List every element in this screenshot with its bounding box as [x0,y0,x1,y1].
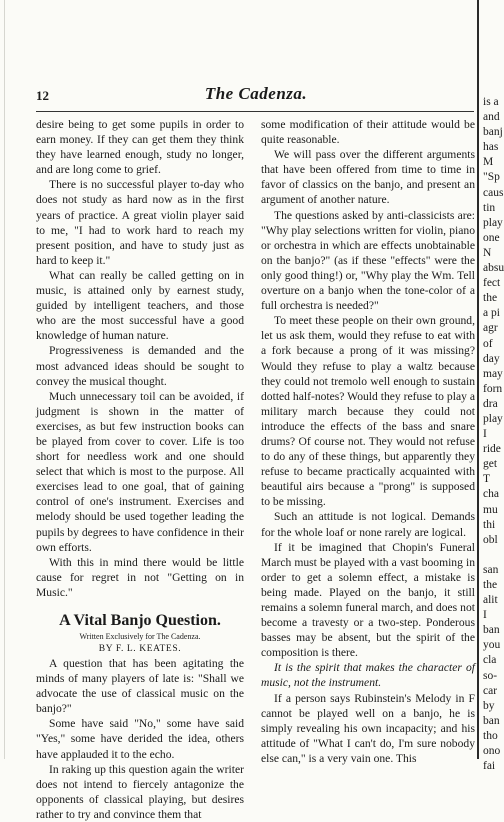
adjacent-page-fragment: ride [483,443,501,456]
adjacent-page-fragment: N [483,246,492,259]
paragraph: Much unnecessary toil can be avoided, if judgment is shown in the matter of exercises, as but few instruction books can be played from cover to cover. Life is too short for needless work and one should select that which is most to the purpose. All exercises lead to one goal, that of gaining control of one's instrument. Exercises and melody should be used together leading the pupils by degrees to have confidence in their own efforts. [36,389,244,554]
adjacent-page-fragment: and [483,111,500,124]
paragraph: The questions asked by anti-classicists are: "Why play selections written for violin, piano or orchestra in which are effects unobtainable on the banjo?" (as if these "effects" were the only good thing!) or, "Why play the Wm. Tell overture on a banjo when the tone-color of a full orchestra is needed?" [261,208,475,313]
adjacent-page-fragment: M [483,156,494,169]
adjacent-page-fragment: cha [483,488,499,501]
adjacent-page-fragment: the [483,579,498,591]
adjacent-page-fragment: obl [483,533,498,546]
paragraph: A question that has been agitating the minds of many players of late is: "Shall we advocate the use of classical music on the banjo?" [36,657,244,716]
article-credit-line: Written Exclusively for The Cadenza. [79,632,201,641]
adjacent-page-fragment: T [483,473,491,486]
paragraph: We will pass over the different arguments that have been offered from time to time in favor of classics on the banjo, and present an argument of another nature. [261,148,475,207]
adjacent-page-fragment: thi [483,518,496,531]
adjacent-page-fragment: fai [483,760,496,773]
adjacent-page-fragment: ono [483,745,501,758]
adjacent-page-fragment: a pi [483,307,500,320]
paragraph: Progressiveness is demanded and the most advanced ideas should be sought to convey the musical thought. [36,344,244,388]
adjacent-page-fragment: agr [483,322,498,335]
adjacent-page-strip [483,95,504,773]
adjacent-page-fragment: get [483,458,498,471]
adjacent-page-fragment: forn [483,382,503,395]
page-header [36,84,476,108]
italic-paragraph: It is the spirit that makes the character of music, not the instrument. [261,661,475,690]
adjacent-page-fragment: day [483,352,500,365]
paragraph: If it be imagined that Chopin's Funeral March must be played with a vast booming in order to get a solemn effect, a mistake is being made. Played on the banjo, it still remains a solemn funeral march, and does not become a travesty or a two-step. Ponderous basses may be absent, but the spirit of the composition is there. [261,540,475,660]
paragraph: desire being to get some pupils in order to earn money. If they can get them they think they have learned enough, study no longer, and are long come to grief. [36,118,244,177]
header-rule [36,111,474,112]
adjacent-page-fragment: I [483,609,487,622]
page-gutter-edge [4,0,5,759]
paragraph: With this in mind there would be little cause for regret in not "Getting on in Music." [36,555,244,599]
adjacent-page-fragment: play [483,412,503,425]
adjacent-page-fragment: has [483,141,499,154]
adjacent-page-fragment: one [483,231,500,244]
adjacent-page-fragment: mu [483,503,498,516]
paragraph: There is no successful player to-day who does not study as hard now as in the first years of practice. A great violin player said to me, "I had to work hard to reach my present position, and have to study just as hard to keep it." [36,178,244,267]
page-number: 12 [36,88,49,103]
paragraph: Some have said "No," some have said "Yes," some have derided the idea, others have applauded it to the echo. [36,717,244,761]
adjacent-page-fragment: caus [483,186,504,199]
paragraph: In raking up this question again the writer does not intend to fiercely antagonize the opponents of classical playing, but desires rather to try and convince them that [36,762,244,821]
adjacent-page-fragment: play [483,216,503,229]
adjacent-page-fragment: alit [483,594,498,607]
adjacent-page-fragment: ban [483,624,500,637]
adjacent-page-fragment: tho [483,729,498,742]
paragraph: If a person says Rubinstein's Melody in F cannot be played well on a banjo, he is simply revealing his own incapacity; and his attitude of "What I can't do, I'm sure nobody else can," is a very vain one. This [261,691,475,765]
adjacent-page-fragment: the [483,292,498,305]
paragraph: To meet these people on their own ground, let us ask them, would they refuse to eat with a fork because a prong of it was missing? Would they refuse to play a waltz because they could not tremolo well enough to sustain dotted half-notes? Would they refuse to play a military march because they could not introduce the effects of the bass and snare drums? Of course not. They would not refuse to do any of these things, but apparently they refuse to became practically acquainted with beautiful airs because a "prong" is supposed to be missing. [261,314,475,509]
adjacent-page-fragment: of [483,337,493,350]
article-byline: BY F. L. KEATES. [98,644,182,654]
adjacent-page-fragment: fect [483,277,501,290]
adjacent-page-fragment: I [483,428,487,441]
paragraph: some modification of their attitude would be quite reasonable. [261,118,475,147]
adjacent-page-fragment [483,548,499,563]
adjacent-page-fragment: car [483,684,498,697]
adjacent-page-fragment: san [483,563,499,576]
adjacent-page-fragment: tin [483,201,496,214]
left-column [36,117,244,822]
adjacent-page-fragment: banj [483,126,503,139]
adjacent-page-fragment: by [483,699,495,712]
adjacent-page-fragment: may [483,367,503,380]
article-title: A Vital Banjo Question. [59,612,221,629]
adjacent-page-fragment: absu [483,262,504,275]
adjacent-page-fragment: is a [483,96,499,108]
paragraph: What can really be called getting on in music, is attained only by earnest study, guided by intelligent teachers, and those who are the most successful have a good knowledge of human nature. [36,268,244,343]
adjacent-page-fragment: ban [483,714,500,727]
adjacent-page-fragment: dra [483,397,498,410]
adjacent-page-fragment: you [483,639,501,652]
right-column [261,117,475,766]
running-title: The Cadenza. [204,84,308,103]
adjacent-page-fragment: cla [483,654,497,667]
page-fold-edge [477,0,479,759]
adjacent-page-fragment: so- [483,669,498,682]
adjacent-page-fragment: "Sp [483,171,500,184]
paragraph: Such an attitude is not logical. Demands for the whole loaf or none rarely are logical. [261,510,475,539]
